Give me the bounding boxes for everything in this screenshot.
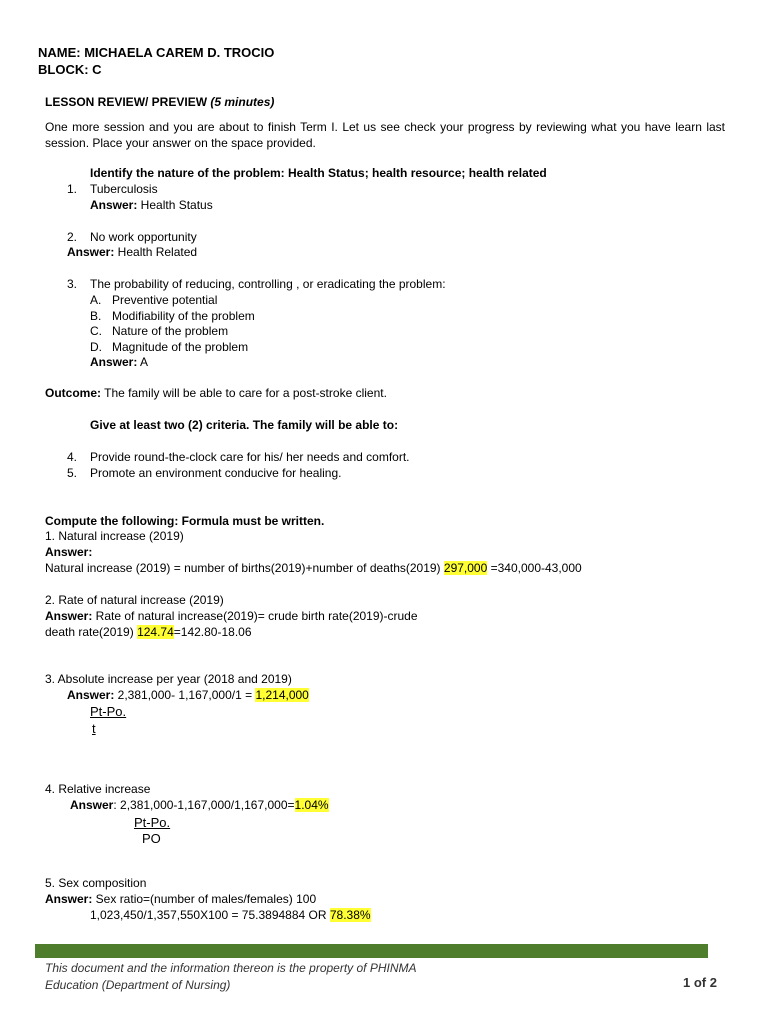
c2-result: 124.74 xyxy=(137,625,174,639)
answer-label: Answer: xyxy=(45,609,93,623)
footer-bar xyxy=(35,944,708,958)
answer-label: Answer xyxy=(70,798,114,812)
q4-number: 4. xyxy=(67,450,78,464)
c3-result: 1,214,000 xyxy=(255,688,309,702)
q2-answer xyxy=(67,245,197,260)
q3-option-text: Magnitude of the problem xyxy=(112,340,249,354)
c2-line2: death rate(2019) xyxy=(45,625,138,639)
q3-option-letter: B. xyxy=(90,309,102,323)
outcome-label: Outcome: xyxy=(45,386,102,400)
c2-rest: =142.80-18.06 xyxy=(173,625,252,639)
c3-formula: 2,381,000- 1,167,000/1 = xyxy=(114,688,256,702)
c5-label: 5. Sex composition xyxy=(45,876,147,890)
c3-denominator: t xyxy=(92,721,96,736)
answer-label: Answer: xyxy=(67,245,115,259)
answer-label: Answer: xyxy=(90,198,138,212)
q3-option-text: Preventive potential xyxy=(112,293,218,307)
q2-number: 2. xyxy=(67,230,78,244)
c4-result: 1.04% xyxy=(294,798,329,812)
c1-label: 1. Natural increase (2019) xyxy=(45,529,184,543)
footer-text xyxy=(45,960,417,994)
section-duration: (5 minutes) xyxy=(210,95,275,109)
student-block: BLOCK: C xyxy=(38,62,102,77)
answer-value: Health Status xyxy=(137,198,213,212)
outcome-text: The family will be able to care for a post-stroke client. xyxy=(101,386,387,400)
answer-value: A xyxy=(137,355,149,369)
c2-label: 2. Rate of natural increase (2019) xyxy=(45,593,224,607)
c1-rest: =340,000-43,000 xyxy=(487,561,582,575)
c2-answer-line2 xyxy=(45,625,252,640)
q3-number: 3. xyxy=(67,277,78,291)
footer-line-1: This document and the information thereon is the property of PHINMA xyxy=(45,961,417,975)
c3-answer xyxy=(67,688,309,703)
q1-number: 1. xyxy=(67,182,78,196)
q1-answer xyxy=(90,198,213,213)
q3-option-text: Nature of the problem xyxy=(112,324,229,338)
c5-result: 78.38% xyxy=(329,908,371,922)
c1-formula: Natural increase (2019) = number of births(2019)+number of deaths(2019) xyxy=(45,561,444,575)
q3-text: The probability of reducing, controlling , or eradicating the problem: xyxy=(90,277,446,291)
page-number: 1 of 2 xyxy=(683,975,717,990)
answer-label: Answer: xyxy=(45,892,93,906)
answer-value: Health Related xyxy=(114,245,198,259)
q5-text: Promote an environment conducive for healing. xyxy=(90,466,342,480)
compute-title: Compute the following: Formula must be written. xyxy=(45,514,325,528)
q2-text: No work opportunity xyxy=(90,230,197,244)
c1-answer xyxy=(45,561,582,576)
c5-answer xyxy=(45,892,316,907)
q3-option-letter: C. xyxy=(90,324,102,338)
c1-result: 297,000 xyxy=(443,561,488,575)
c5-line2: 1,023,450/1,357,550X100 = 75.3894884 OR xyxy=(90,908,330,922)
section-title-text: LESSON REVIEW/ PREVIEW xyxy=(45,95,208,109)
instruction: Identify the nature of the problem: Health Status; health resource; health related xyxy=(90,166,547,180)
q3-answer xyxy=(90,355,148,370)
q3-option-letter: A. xyxy=(90,293,102,307)
c4-numerator: Pt-Po. xyxy=(134,815,171,830)
intro-paragraph: One more session and you are about to finish Term I. Let us see check your progress by reviewing what you have learn last session. Place your answer on the space provided. xyxy=(45,120,725,150)
c3-numerator: Pt-Po. xyxy=(90,704,127,719)
c2-answer xyxy=(45,609,418,624)
c4-label: 4. Relative increase xyxy=(45,782,151,796)
c5-formula: Sex ratio=(number of males/females) 100 xyxy=(92,892,317,906)
student-name: NAME: MICHAELA CAREM D. TROCIO xyxy=(38,45,275,60)
criteria-title: Give at least two (2) criteria. The family will be able to: xyxy=(90,418,399,432)
q5-number: 5. xyxy=(67,466,78,480)
c4-formula: : 2,381,000-1,167,000/1,167,000= xyxy=(113,798,295,812)
answer-label: Answer: xyxy=(67,688,115,702)
c2-formula: Rate of natural increase(2019)= crude birth rate(2019)-crude xyxy=(92,609,418,623)
c5-answer-line2 xyxy=(90,908,371,923)
q3-option-text: Modifiability of the problem xyxy=(112,309,255,323)
footer-line-2: Education (Department of Nursing) xyxy=(45,978,231,992)
section-title xyxy=(45,95,274,110)
c4-answer xyxy=(70,798,329,813)
c1-answer-label: Answer: xyxy=(45,545,93,559)
q1-text: Tuberculosis xyxy=(90,182,158,196)
answer-label: Answer: xyxy=(90,355,138,369)
c3-label: 3. Absolute increase per year (2018 and 2019) xyxy=(45,672,292,686)
c4-denominator: PO xyxy=(142,831,161,846)
q3-option-letter: D. xyxy=(90,340,102,354)
q4-text: Provide round-the-clock care for his/ her needs and comfort. xyxy=(90,450,410,464)
outcome xyxy=(45,386,387,401)
